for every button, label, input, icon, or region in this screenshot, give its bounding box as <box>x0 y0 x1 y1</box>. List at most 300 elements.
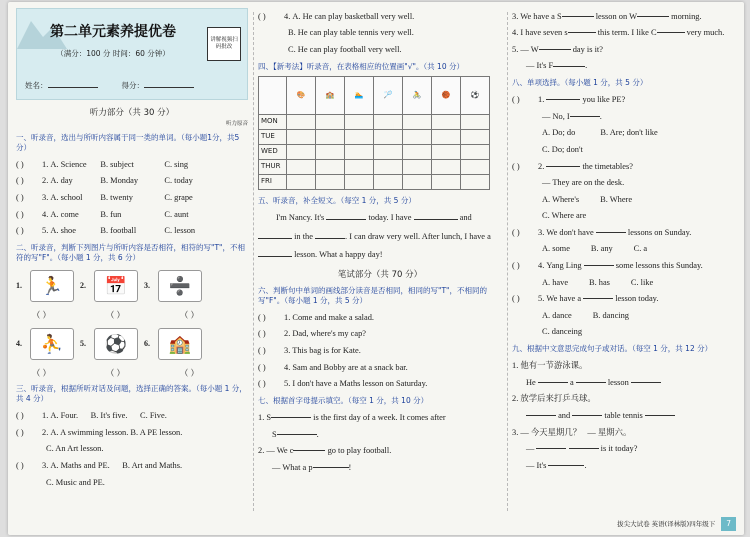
text: and <box>459 213 472 223</box>
q8-line <box>512 125 738 142</box>
answer-blank[interactable] <box>539 49 571 50</box>
text: 2. — We c <box>258 446 294 456</box>
answer-blank[interactable]: ( ) <box>258 346 266 356</box>
text: lesson <box>607 377 629 387</box>
options: A. Do; do B. Are; don't like <box>542 128 658 138</box>
item-text: 4. Sam and Bobby are at a snack bar. <box>284 362 408 372</box>
item-number: 6. <box>144 338 150 348</box>
text: day is it? <box>572 44 603 54</box>
option-a: A. shoe <box>50 226 76 236</box>
answer-blank[interactable] <box>313 467 349 468</box>
tick-cell[interactable] <box>432 144 461 159</box>
answer-blank[interactable] <box>538 382 568 383</box>
q2-pictures-row1 <box>16 266 248 306</box>
answer-blank[interactable]: ( ) <box>16 461 24 471</box>
tick-cell[interactable] <box>403 129 432 144</box>
item-number: 1. <box>538 95 545 105</box>
answer-blank[interactable]: ( ) <box>258 379 266 389</box>
listening-section-title: 听力部分（共 30 分） <box>89 108 175 118</box>
q8-item <box>512 92 738 109</box>
day-label: FRI <box>259 174 287 189</box>
q3-heading: 三、听录音，根据所听对话及问题，选择正确的答案。（每小题 1 分，共 4 分） <box>16 384 247 404</box>
q3-item-cont <box>16 441 248 458</box>
text: morning. <box>671 11 702 21</box>
answer-blank[interactable]: ( ) <box>16 226 24 236</box>
q3-item <box>16 408 248 425</box>
q2-picture <box>144 328 202 360</box>
q3-item-cont <box>16 474 248 491</box>
options: A. have B. has C. like <box>542 277 654 287</box>
item-text: 2. 放学后来打乒乓球。 <box>512 394 596 404</box>
item-text: lessons on Sunday. <box>627 227 692 237</box>
q7-heading: 七、根据首字母提示填空。（每空 1 分，共 10 分） <box>258 396 429 406</box>
q7-item <box>512 25 738 42</box>
q7-item-cont: — It's F . <box>526 61 588 71</box>
q1-list <box>16 156 248 239</box>
answer-blank[interactable] <box>553 66 585 67</box>
score-label: 得分： <box>121 81 144 90</box>
option-c: C. sing <box>164 159 189 169</box>
tick-cell[interactable] <box>432 129 461 144</box>
q7-item <box>258 409 502 426</box>
options: C. Music and PE. <box>46 477 105 487</box>
option-b: B. fun <box>100 209 122 219</box>
name-field[interactable] <box>48 87 98 88</box>
timetable-row <box>259 159 490 174</box>
item-number: 5. <box>80 338 86 348</box>
tick-cell[interactable] <box>461 114 490 129</box>
q6-item <box>258 326 502 343</box>
timetable-row <box>259 129 490 144</box>
tick-cell[interactable] <box>374 174 403 189</box>
item-text: Yang Ling <box>546 261 582 271</box>
q6-heading: 六、判断句中单词的画线部分读音是否相同，相同的写"T"，不相同的写"F"。（每小题 1 分，共 5 分） <box>258 285 487 306</box>
tick-cell[interactable] <box>432 159 461 174</box>
answer-blank[interactable]: ( ) <box>512 294 520 304</box>
answer-blank[interactable]: （ ） <box>106 368 125 378</box>
q8-item <box>512 291 738 308</box>
q1-item <box>16 189 248 206</box>
listening-audio-tag[interactable]: 听力原音 <box>225 121 248 128</box>
option-b: B. twenty <box>100 192 133 202</box>
tick-cell[interactable] <box>403 174 432 189</box>
answer-blank[interactable]: ( ) <box>258 312 266 322</box>
tick-cell[interactable] <box>316 174 345 189</box>
text: a <box>569 377 574 387</box>
column-divider <box>507 12 508 511</box>
q8-line <box>512 274 738 291</box>
timetable-icon-row <box>259 76 490 114</box>
item-text: some lessons this Sunday. <box>615 261 703 271</box>
column-left <box>16 8 248 517</box>
text: lesson on W <box>595 11 637 21</box>
options: C. Do; don't <box>542 144 583 154</box>
tick-cell[interactable] <box>374 114 403 129</box>
q8-line: — No, I . <box>542 111 602 121</box>
text: is it today? <box>600 444 638 454</box>
answer-blank[interactable] <box>657 32 685 33</box>
text: and <box>558 410 571 420</box>
cycling-icon: 🚴 <box>403 76 432 114</box>
item-number: 4. <box>42 209 49 219</box>
answer-blank[interactable]: ( ) <box>16 159 24 169</box>
q2-answer-row2 <box>16 366 248 380</box>
text: — <box>526 444 535 454</box>
q2-pictures-row2 <box>16 324 248 364</box>
item-text: 5. I don't have a Maths lesson on Saturday. <box>284 379 428 389</box>
school-icon: 🏫 <box>316 76 345 114</box>
timetable-grid <box>258 76 490 190</box>
tick-cell[interactable] <box>316 114 345 129</box>
item-number: 4. <box>284 11 291 21</box>
q4-heading: 四、【新考法】听录音，在表格相应的位置画"√"。（共 10 分） <box>258 61 464 71</box>
text: 3. We have a S <box>512 11 562 21</box>
q9-item <box>512 391 738 408</box>
item-number: 2. <box>42 176 49 186</box>
text: is the first day of a week. It comes after <box>313 412 446 422</box>
qr-code[interactable] <box>207 27 241 61</box>
item-number: 2. <box>42 427 49 437</box>
option-b: B. football <box>100 226 137 236</box>
calendar-picture-icon: 📅 <box>94 270 138 302</box>
answer-blank[interactable] <box>570 116 600 117</box>
worksheet-page <box>8 2 744 535</box>
answer-blank[interactable] <box>293 450 325 451</box>
options: C. An Art lesson. <box>46 444 104 454</box>
option-c: C. grape <box>164 192 193 202</box>
item-number: 4. <box>16 338 22 348</box>
worksheet-header <box>16 8 248 100</box>
q2-picture <box>16 328 74 360</box>
item-text: 1. 他有一节游泳课。 <box>512 361 588 371</box>
q8-line <box>512 307 738 324</box>
option-a: A. Science <box>50 159 87 169</box>
q7-item-cont: — What a p ! <box>272 462 352 472</box>
tick-cell[interactable] <box>345 159 374 174</box>
q8-item <box>512 257 738 274</box>
tick-cell[interactable] <box>345 174 374 189</box>
answer-blank[interactable] <box>584 265 614 266</box>
item-number: 1. <box>16 280 22 290</box>
tick-cell[interactable] <box>374 129 403 144</box>
answer-blank[interactable] <box>258 238 292 239</box>
basketball-picture-icon: ⛹ <box>30 328 74 360</box>
tick-cell[interactable] <box>345 114 374 129</box>
text: 5. — W <box>512 44 539 54</box>
q2-picture <box>144 270 202 302</box>
q9-item <box>512 424 738 441</box>
text: table tennis <box>604 410 643 420</box>
q8-item <box>512 224 738 241</box>
answer-blank[interactable] <box>326 219 366 220</box>
answer-blank[interactable] <box>572 415 602 416</box>
q8-line <box>512 191 738 208</box>
text: I'm Nancy. It's <box>276 213 325 223</box>
answer-blank[interactable] <box>526 415 556 416</box>
answer-blank[interactable]: ( ) <box>258 329 266 339</box>
timetable-row <box>259 114 490 129</box>
q6-item <box>258 309 502 326</box>
answer-blank[interactable] <box>583 298 613 299</box>
item-number: 3. <box>144 280 150 290</box>
q9-item <box>512 358 738 375</box>
column-right <box>512 8 738 517</box>
column-middle <box>258 8 502 517</box>
text: He <box>526 377 536 387</box>
answer-blank[interactable] <box>569 448 599 449</box>
q6-item <box>258 342 502 359</box>
tick-cell[interactable] <box>287 174 316 189</box>
tick-cell[interactable] <box>287 144 316 159</box>
answer-blank[interactable] <box>546 166 580 167</box>
item-number: 5. <box>538 294 545 304</box>
answer-blank[interactable]: ( ) <box>16 209 24 219</box>
option-b: B. subject <box>100 159 134 169</box>
tick-cell[interactable] <box>461 129 490 144</box>
answer-blank[interactable]: （ ） <box>106 310 125 320</box>
answer-blank[interactable] <box>536 448 566 449</box>
q8-line <box>512 208 738 225</box>
q3-item <box>16 457 248 474</box>
text: — It's <box>526 460 547 470</box>
answer-blank[interactable] <box>576 382 606 383</box>
item-number: 3. <box>538 227 545 237</box>
answer-blank[interactable] <box>414 219 458 220</box>
item-number: 5. <box>42 226 49 236</box>
q8-line <box>512 241 738 258</box>
tick-cell[interactable] <box>316 159 345 174</box>
options: A. Four. B. It's five. C. Five. <box>50 411 167 421</box>
answer-blank[interactable] <box>548 465 584 466</box>
swimming-icon: 🏊 <box>345 76 374 114</box>
tick-cell[interactable] <box>403 144 432 159</box>
q6-item <box>258 376 502 393</box>
options: A. dance B. dancing <box>542 310 629 320</box>
q1-heading: 一、听录音，选出与所听内容属于同一类的单词。（每小题1分，共5分） <box>16 132 240 153</box>
options: A. A swimming lesson. B. A PE lesson. <box>50 427 183 437</box>
q6-item <box>258 359 502 376</box>
q9-heading: 九、根据中文意思完成句子或对话。（每空 1 分，共 12 分） <box>512 344 713 354</box>
q9-answer: — It's . <box>526 460 587 470</box>
answer-blank[interactable]: ( ) <box>512 95 520 105</box>
q9-answer <box>512 407 738 424</box>
tick-cell[interactable] <box>403 159 432 174</box>
q3-item <box>258 8 502 25</box>
option-a: A. come <box>50 209 79 219</box>
footer-brand: 拔尖大试卷 英语(译林版)四年级下 <box>617 519 716 528</box>
options: A. some B. any C. a <box>542 244 648 254</box>
text: today. I have <box>368 213 412 223</box>
q8-item <box>512 158 738 175</box>
score-field[interactable] <box>144 87 194 88</box>
tick-cell[interactable] <box>287 159 316 174</box>
text: . I can draw very well. After lunch, I have a <box>345 231 491 241</box>
answer-blank[interactable]: ( ) <box>512 161 520 171</box>
football-picture-icon: ⚽ <box>94 328 138 360</box>
item-number: 1. <box>42 159 49 169</box>
answer-blank[interactable] <box>568 32 596 33</box>
answer-blank[interactable]: （ ） <box>180 368 199 378</box>
timetable-row <box>259 144 490 159</box>
item-text: We don't have <box>546 227 594 237</box>
football-icon: ⚽ <box>461 76 490 114</box>
q5-heading: 五、听录音，补全短文。（每空 1 分，共 5 分） <box>258 195 416 205</box>
worksheet-meta: （满分：100 分 时间：60 分钟） <box>56 49 170 58</box>
answer-blank[interactable] <box>277 434 317 435</box>
answer-blank[interactable]: ( ) <box>512 227 520 237</box>
running-picture-icon: 🏃 <box>30 270 74 302</box>
page-footer <box>617 517 736 531</box>
tick-cell[interactable] <box>461 159 490 174</box>
text: this term. I like C <box>597 28 657 38</box>
q2-picture <box>16 270 74 302</box>
day-label: TUE <box>259 129 287 144</box>
option-a: A. school <box>50 192 83 202</box>
option-b: B. Monday <box>100 176 139 186</box>
q1-item <box>16 223 248 240</box>
text: in the <box>294 231 313 241</box>
tick-cell[interactable] <box>461 174 490 189</box>
q7-item <box>512 8 738 25</box>
tick-cell[interactable] <box>432 174 461 189</box>
q2-picture <box>80 270 138 302</box>
worksheet-title: 第二单元素养提优卷 <box>50 24 176 40</box>
q8-line <box>512 174 738 191</box>
math-symbols-picture-icon: ➗ <box>158 270 202 302</box>
item-text: 2. Dad, where's my cap? <box>284 329 366 339</box>
text: go to play football. <box>327 446 392 456</box>
tick-cell[interactable] <box>461 144 490 159</box>
item-number: 2. <box>538 161 545 171</box>
text: lesson. What a happy day! <box>294 250 383 259</box>
answer-blank[interactable]: （ ） <box>32 310 51 320</box>
q7-item-cont: S . <box>272 429 319 439</box>
answer-blank[interactable] <box>645 415 675 416</box>
q8-line <box>512 324 738 341</box>
text: 1. S <box>258 412 272 422</box>
q5-passage <box>258 209 502 264</box>
text: S <box>272 429 277 439</box>
options: A. Maths and PE. B. Art and Maths. <box>50 461 183 471</box>
tick-cell[interactable] <box>432 114 461 129</box>
answer-blank[interactable] <box>546 99 580 100</box>
option-c: C. today <box>164 176 193 186</box>
name-label: 姓名： <box>25 81 48 90</box>
item-text: you like PE? <box>582 95 626 105</box>
item-number: 3. <box>42 192 49 202</box>
answer-blank[interactable]: （ ） <box>32 368 51 378</box>
answer-blank[interactable]: ( ) <box>16 427 24 437</box>
options: C. Where are <box>542 211 587 221</box>
name-score-bar <box>25 81 239 91</box>
classroom-picture-icon: 🏫 <box>158 328 202 360</box>
option-c: C. aunt <box>164 209 189 219</box>
tick-cell[interactable] <box>316 129 345 144</box>
text: very much. <box>686 28 725 38</box>
item-text: — They are on the desk. <box>542 178 625 188</box>
day-label: THUR <box>259 159 287 174</box>
tick-cell[interactable] <box>403 114 432 129</box>
options: A. Where's B. Where <box>542 194 633 204</box>
item-text: the timetables? <box>582 161 633 171</box>
text: 4. I have seven s <box>512 28 568 38</box>
page-number: 7 <box>721 517 736 531</box>
q2-heading: 二、听录音，判断下列图片与所听内容是否相符，相符的写"T"，不相符的写"F"。（每小题 1 分，共 6 分） <box>16 243 245 263</box>
answer-blank[interactable] <box>315 238 345 239</box>
item-number: 3. <box>42 461 49 471</box>
item-number: 4. <box>538 261 545 271</box>
item-text: We have a <box>546 294 582 304</box>
q2-picture <box>80 328 138 360</box>
option-a: A. day <box>50 176 73 186</box>
q7-item <box>512 41 738 58</box>
option-c: C. lesson <box>164 226 196 236</box>
timetable-row <box>259 174 490 189</box>
item-text: lesson today. <box>615 294 659 304</box>
answer-blank[interactable] <box>258 256 292 257</box>
tick-cell[interactable] <box>374 144 403 159</box>
tick-cell[interactable] <box>345 129 374 144</box>
answer-blank[interactable] <box>271 417 311 418</box>
answer-blank[interactable]: ( ) <box>16 411 24 421</box>
item-number: 1. <box>42 411 49 421</box>
option-c: C. He can play football very well. <box>288 44 402 54</box>
answer-blank[interactable] <box>562 16 594 17</box>
item-text: 1. Come and make a salad. <box>284 312 375 322</box>
q2-answer-row1 <box>16 308 248 322</box>
option-a: A. He can play basketball very well. <box>292 11 415 21</box>
text: — What a p <box>272 462 313 472</box>
tick-cell[interactable] <box>287 114 316 129</box>
q3-item <box>16 424 248 441</box>
options: C. danceing <box>542 327 583 337</box>
column-divider <box>253 12 254 511</box>
qr-label: 讲解视频扫码批改 <box>210 36 238 50</box>
q3-option <box>258 25 502 42</box>
answer-blank[interactable]: ( ) <box>16 176 24 186</box>
tick-cell[interactable] <box>287 129 316 144</box>
written-section-title: 笔试部分（共 70 分） <box>337 270 423 281</box>
basketball-icon: 🏀 <box>432 76 461 114</box>
q1-item <box>16 206 248 223</box>
item-text: 3. — 今天星期几？ — 星期六。 <box>512 427 632 437</box>
q8-heading: 八、单项选择。（每小题 1 分，共 5 分） <box>512 78 648 88</box>
answer-blank[interactable] <box>631 382 661 383</box>
q7-item <box>258 442 502 459</box>
answer-blank[interactable] <box>637 16 669 17</box>
q1-item <box>16 156 248 173</box>
q9-answer <box>512 374 738 391</box>
answer-blank[interactable]: ( ) <box>16 192 24 202</box>
day-label: MON <box>259 114 287 129</box>
badminton-icon: 🏸 <box>374 76 403 114</box>
answer-blank[interactable] <box>596 232 626 233</box>
tick-cell[interactable] <box>316 144 345 159</box>
answer-blank[interactable]: ( ) <box>258 11 266 21</box>
tick-cell[interactable] <box>374 159 403 174</box>
answer-blank[interactable]: （ ） <box>180 310 199 320</box>
answer-blank[interactable]: ( ) <box>258 362 266 372</box>
day-label: WED <box>259 144 287 159</box>
q9-answer <box>512 441 738 458</box>
tick-cell[interactable] <box>345 144 374 159</box>
q1-item <box>16 173 248 190</box>
answer-blank[interactable]: ( ) <box>512 261 520 271</box>
item-text: — No, I <box>542 111 570 121</box>
q3-option <box>258 41 502 58</box>
q8-line <box>512 141 738 158</box>
option-b: B. He can play table tennis very well. <box>288 28 414 38</box>
